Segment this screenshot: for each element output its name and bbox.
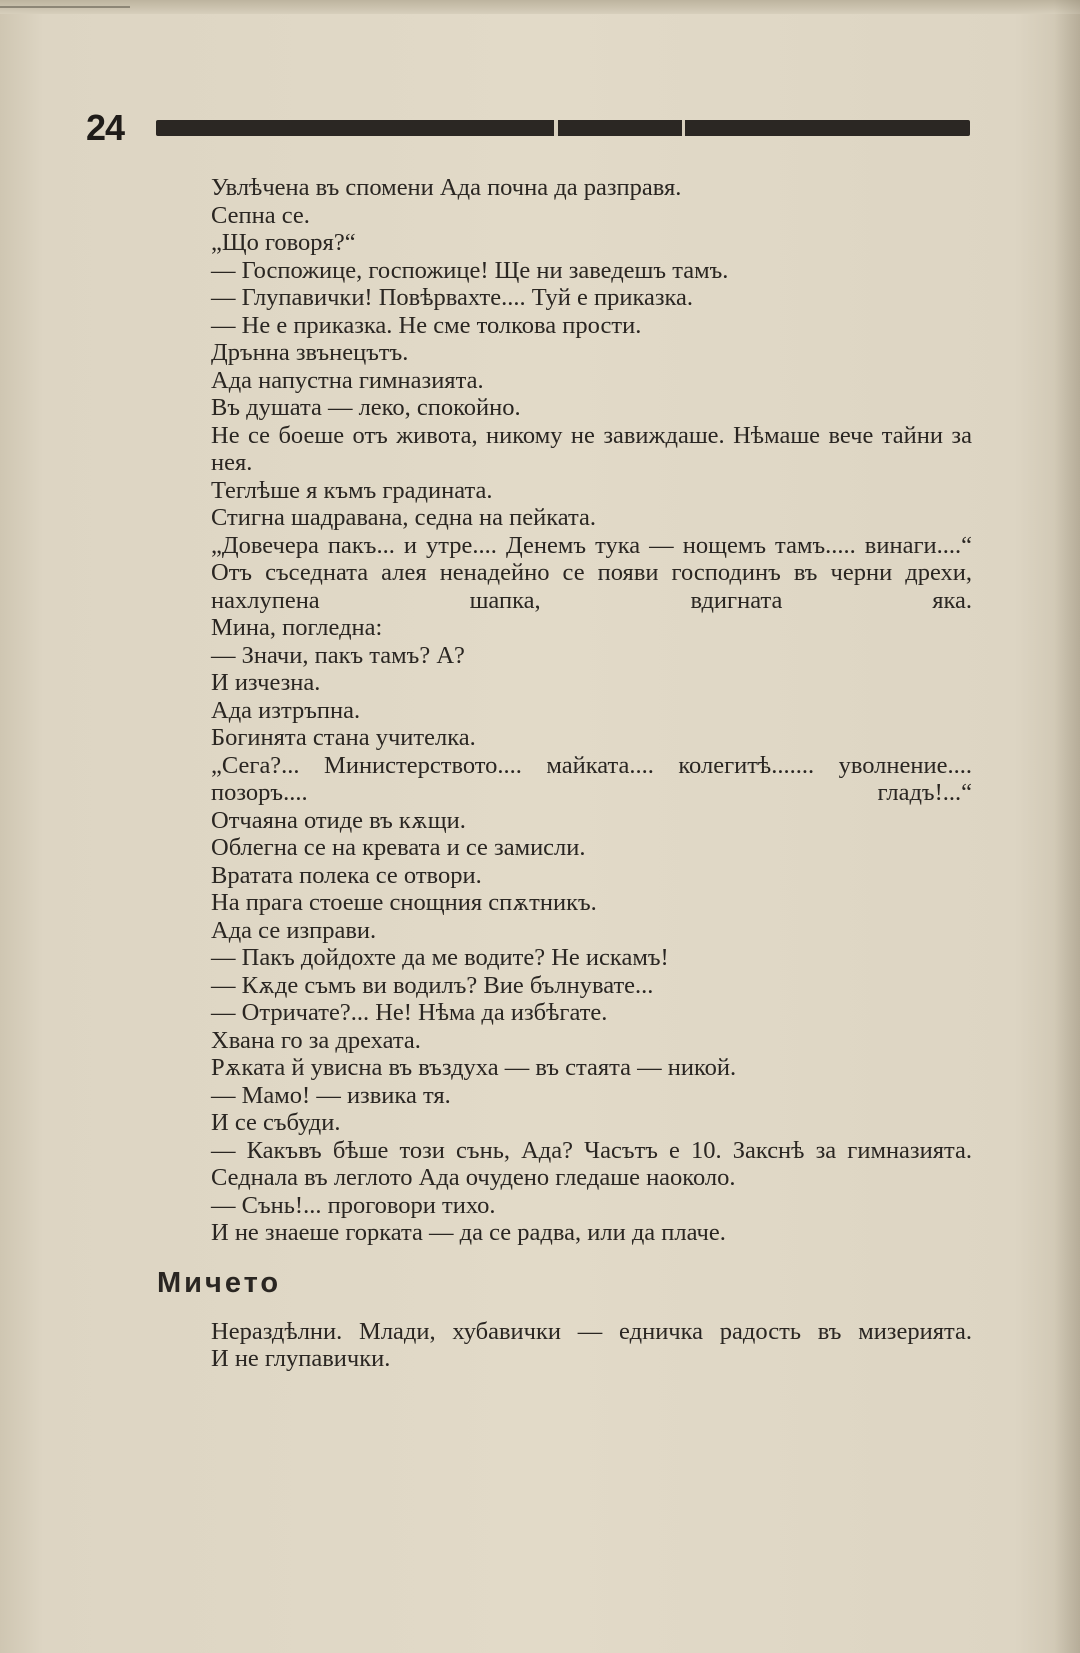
paragraph: „Що говоря?“	[211, 229, 356, 256]
paragraph: — Значи, пакъ тамъ? А?	[211, 641, 465, 669]
paragraph: — Глупавички! Повѣрвахте.... Туй е приказка.	[211, 284, 694, 311]
paragraph: Ада изтръпна.	[211, 696, 361, 724]
paragraph: Въ душата — леко, спокойно.	[211, 394, 521, 421]
paragraph: И не глупавички.	[211, 1345, 391, 1372]
header-rule	[156, 120, 970, 136]
paragraph: Облегна се на кревата и се замисли.	[211, 834, 586, 861]
section-heading: Мичето	[157, 1266, 282, 1299]
paragraph: Дрънна звънецътъ.	[211, 339, 409, 366]
paragraph: — Госпожице, госпожице! Ще ни заведешъ тамъ.	[211, 256, 729, 284]
paragraph: Седнала въ леглото Ада очудено гледаше наоколо.	[211, 1164, 736, 1191]
paragraph: Теглѣше я къмъ градината.	[211, 476, 493, 504]
paragraph: Ада напустна гимназията.	[211, 366, 484, 394]
paragraph: „Сега?... Министерството.... майката.... колегитѣ....... уволнение.... позоръ.... гладъ!...“	[211, 751, 972, 806]
paragraph: Мина, погледна:	[211, 614, 383, 641]
paragraph: — Сънь!... проговори тихо.	[211, 1191, 496, 1219]
paragraph: И не знаеше горката — да се радва, или да плаче.	[211, 1219, 726, 1246]
paragraph: Нераздѣлни. Млади, хубавички — едничка радость въ мизерията.	[211, 1317, 972, 1345]
paragraph: Отчаяна отиде въ кѫщи.	[211, 806, 466, 834]
paragraph: Сепна се.	[211, 201, 310, 229]
page-number: 24	[86, 107, 125, 148]
paragraph: Рѫката й увисна въ въздуха — въ стаята — никой.	[211, 1054, 737, 1081]
page-shadow	[1054, 0, 1080, 1653]
paragraph: И изчезна.	[211, 669, 321, 696]
page-header	[86, 108, 970, 148]
paragraph: Не се боеше отъ живота, никому не завиждаше. Нѣмаше вече тайни за нея.	[211, 421, 972, 476]
paragraph: Увлѣчена въ спомени Ада почна да разправя.	[211, 174, 682, 201]
paragraph: Ада се изправи.	[211, 916, 377, 944]
paragraph: — Какъвъ бѣше този сънь, Ада? Часътъ е 10. Закснѣ за гимназията.	[211, 1136, 972, 1164]
paragraph: — Пакъ дойдохте да ме водите? Не искамъ!	[211, 944, 669, 971]
header-rule-gap	[554, 120, 558, 136]
header-rule-gap	[682, 120, 685, 136]
paragraph: И се събуди.	[211, 1109, 341, 1136]
edge-line	[0, 6, 130, 8]
paragraph: „Довечера пакъ... и утре.... Денемъ тука — нощемъ тамъ..... винаги....“	[211, 531, 972, 559]
paragraph: — Мамо! — извика тя.	[211, 1081, 451, 1109]
paragraph: Вратата полека се отвори.	[211, 861, 482, 889]
paragraph: Отъ съседната алея ненадейно се появи господинъ въ черни дрехи, нахлупена шапка, вдигната яка.	[211, 559, 972, 614]
paragraph: — Кѫде съмъ ви водилъ? Вие бълнувате...	[211, 971, 654, 999]
body-text	[157, 174, 972, 1373]
paragraph: Богинята стана учителка.	[211, 724, 476, 751]
paragraph: — Отричате?... Не! Нѣма да избѣгате.	[211, 999, 608, 1026]
paragraph: Хвана го за дрехата.	[211, 1026, 421, 1054]
paragraph: Стигна шадравана, седна на пейката.	[211, 504, 596, 531]
paragraph: На прага стоеше снощния спѫтникъ.	[211, 889, 597, 916]
paragraph: — Не е приказка. Не сме толкова прости.	[211, 311, 642, 339]
page-top-edge	[0, 0, 1080, 14]
